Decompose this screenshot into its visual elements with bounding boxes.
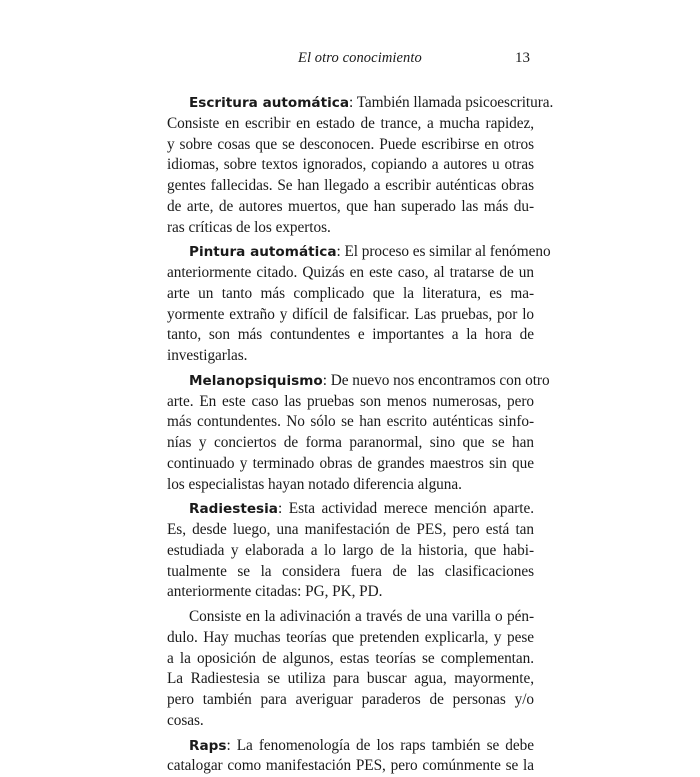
paragraph-line: cosas. xyxy=(167,711,204,729)
paragraph-line: yormente extraño y difícil de falsificar. Las pruebas, por lo xyxy=(167,305,534,323)
paragraph-line: anteriormente citadas: PG, PK, PD. xyxy=(167,583,383,601)
paragraph-line: nías y conciertos de forma paranormal, sino que se han xyxy=(167,434,534,451)
paragraph-line: Pintura automática: El proceso es similar al fenómeno xyxy=(189,243,551,261)
paragraph-line: La Radiestesia se utiliza para buscar agua, mayormente, xyxy=(167,670,534,688)
paragraph-line: a la oposición de algunos, estas teorías se complementan. xyxy=(167,649,534,667)
paragraph-line: estudiada y elaborada a lo largo de la historia, que habi- xyxy=(167,541,534,559)
paragraph-line: y sobre cosas que se desconocen. Puede escribirse en otros xyxy=(167,135,534,153)
term-heading: Escritura automática xyxy=(189,95,349,111)
paragraph-line: ras críticas de los expertos. xyxy=(167,218,331,236)
paragraph-line: continuado y terminado obras de grandes maestros sin que xyxy=(167,454,534,472)
page-number: 13 xyxy=(515,50,530,66)
term-heading: Pintura automática xyxy=(189,244,337,261)
paragraph-line: tanto, son más contundentes e importantes a la hora de xyxy=(167,326,534,344)
paragraph-line: de arte, de autores muertos, que han superado las más du- xyxy=(167,197,534,215)
paragraph-line: Consiste en la adivinación a través de una varilla o pén- xyxy=(189,608,534,625)
body-text xyxy=(167,93,554,777)
paragraph-line: Radiestesia: Esta actividad merece mención aparte. xyxy=(189,500,534,518)
paragraph-line: pero también para averiguar paraderos de personas y/o xyxy=(167,691,534,708)
paragraph-line: idiomas, sobre textos ignorados, copiando a autores u otras xyxy=(167,156,534,174)
running-title: El otro conocimiento xyxy=(298,50,422,66)
paragraph-line: más contundentes. No sólo se han escrito auténticas sinfo- xyxy=(167,413,534,431)
paragraph-line: Raps: La fenomenología de los raps también se debe xyxy=(189,736,534,754)
paragraph-line: arte un tanto más complicado que la literatura, es ma- xyxy=(167,284,534,302)
paragraph-line: los especialistas hayan notado diferencia alguna. xyxy=(167,475,462,493)
paragraph-line: gentes fallecidas. Se han llegado a escribir auténticas obras xyxy=(167,177,534,194)
paragraph-line: anteriormente citado. Quizás en este caso, al tratarse de un xyxy=(167,264,534,281)
paragraph-line: dulo. Hay muchas teorías que pretenden explicarla, y pese xyxy=(167,628,534,646)
paragraph-line: investigarlas. xyxy=(167,347,248,364)
paragraph-line: tualmente se la considera fuera de las clasificaciones xyxy=(167,562,534,580)
running-head xyxy=(170,50,530,70)
term-heading: Melanopsiquismo xyxy=(189,372,323,389)
paragraph-line: arte. En este caso las pruebas son menos numerosas, pero xyxy=(167,392,534,410)
paragraph-line: catalogar como manifestación PES, pero comúnmente se la xyxy=(167,757,534,775)
paragraph-line: Escritura automática: También llamada psicoescritura. xyxy=(189,94,554,111)
term-heading: Radiestesia xyxy=(189,501,278,518)
term-heading: Raps xyxy=(189,737,227,754)
paragraph-line: Es, desde luego, una manifestación de PES, pero está tan xyxy=(167,521,534,538)
paragraph-line: Melanopsiquismo: De nuevo nos encontramos con otro xyxy=(189,371,550,389)
paragraph-line: Consiste en escribir en estado de trance, a mucha rapidez, xyxy=(167,114,534,132)
